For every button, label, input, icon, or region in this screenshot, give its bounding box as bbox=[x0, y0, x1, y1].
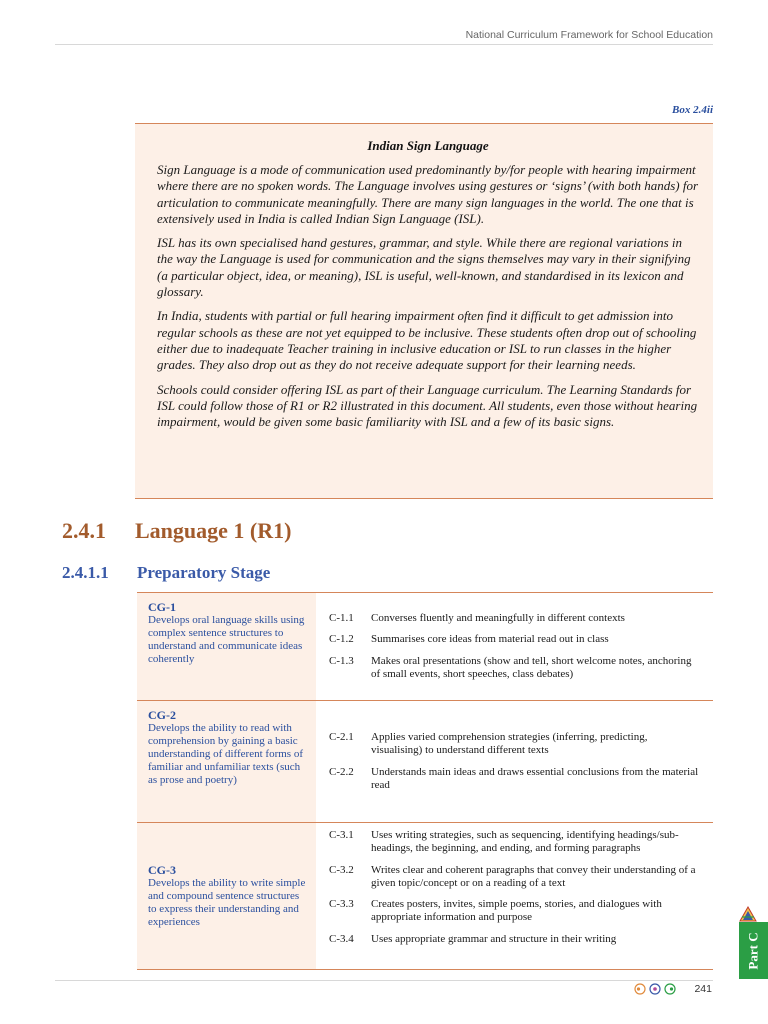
goal-id: CG-2 bbox=[148, 708, 176, 722]
competency-list bbox=[316, 593, 713, 700]
subsection-title: Preparatory Stage bbox=[137, 563, 271, 582]
goal-id: CG-3 bbox=[148, 862, 176, 877]
competency-item bbox=[329, 612, 701, 625]
competency-text: Understands main ideas and draws essential conclusions from the material read bbox=[371, 765, 699, 791]
competency-text: Converses fluently and meaningfully in different contexts bbox=[371, 612, 625, 624]
stage-icon-orange bbox=[634, 983, 646, 995]
subsection-number: 2.4.1.1 bbox=[62, 563, 109, 582]
footer-rule bbox=[55, 980, 713, 981]
goal-cell bbox=[137, 593, 316, 700]
competency-item bbox=[329, 829, 701, 856]
box-paragraph-4: Schools could consider offering ISL as part of their Language curriculum. The Learning Standards for ISL could follow those of R1 or R2 illustrated in this document. All students, even those without hearing impairment, would be given some basic familiarity with ISL and a few of its basic signs. bbox=[157, 381, 698, 430]
box-label: Box 2.4ii bbox=[672, 104, 713, 116]
competency-code: C-1.3 bbox=[329, 654, 354, 667]
competency-list bbox=[316, 701, 713, 822]
goal-cell bbox=[137, 701, 316, 822]
box-paragraph-1: Sign Language is a mode of communication used predominantly by/for people with hearing impairment where there are no spoken words. The Language involves using gestures or ‘signs’ (with both hands) for articulation to communicate meaningfully. There are many sign languages in the world. The one that is extensively used in India is called Indian Sign Language (ISL). bbox=[157, 162, 699, 226]
goal-row-cg2 bbox=[137, 701, 713, 823]
section-number: 2.4.1 bbox=[62, 518, 106, 543]
competency-item bbox=[329, 864, 701, 891]
competency-code: C-2.2 bbox=[329, 765, 354, 778]
competency-code: C-1.2 bbox=[329, 633, 354, 646]
isl-info-box bbox=[135, 123, 713, 499]
competency-text: Uses writing strategies, such as sequencing, identifying headings/sub-headings, the beginning, and ending, and forming paragraphs bbox=[371, 829, 679, 855]
subsection-heading bbox=[62, 563, 270, 583]
competency-text: Summarises core ideas from material read out in class bbox=[371, 633, 609, 646]
part-tab bbox=[739, 922, 768, 979]
running-header: National Curriculum Framework for School Education bbox=[465, 29, 713, 41]
goal-cell bbox=[137, 823, 316, 969]
competency-item bbox=[329, 731, 701, 758]
competency-text: Writes clear and coherent paragraphs that convey their understanding of a given topic/concept or on a reading of a text bbox=[371, 863, 696, 889]
competency-item bbox=[329, 898, 701, 925]
competency-code: C-3.3 bbox=[329, 898, 354, 911]
competency-code: C-3.4 bbox=[329, 932, 354, 945]
section-title: Language 1 (R1) bbox=[135, 518, 292, 543]
section-heading bbox=[62, 518, 291, 544]
competency-item bbox=[329, 633, 701, 646]
competency-item bbox=[329, 766, 701, 793]
competency-list bbox=[316, 823, 713, 969]
goal-row-cg1 bbox=[137, 593, 713, 701]
footer-stage-icons bbox=[634, 983, 676, 995]
competency-code: C-3.2 bbox=[329, 863, 354, 876]
stage-icon-green bbox=[664, 983, 676, 995]
goal-id: CG-1 bbox=[148, 600, 176, 614]
competency-item bbox=[329, 933, 701, 946]
box-paragraph-2: ISL has its own specialised hand gestures, grammar, and style. While there are regional variations in the way the Language is used for communication and the signs themselves may vary in their signifying (a particular object, idea, or meaning), ISL is useful, well-known, and standardised in its lexicon and glossary. bbox=[157, 235, 691, 300]
competency-item bbox=[329, 655, 701, 682]
competency-text: Applies varied comprehension strategies (inferring, predicting, visualising) to understand different texts bbox=[371, 731, 648, 757]
goal-row-cg3 bbox=[137, 823, 713, 970]
box-paragraph-3: In India, students with partial or full hearing impairment often find it difficult to get admission into regular schools as these are not yet equipped to be inclusive. These students often drop out of schooling either due to inadequate Teacher training in inclusive education or ISL to run classes in the higher grades. They also drop out as they do not receive adequate support for their learning needs. bbox=[157, 308, 697, 373]
competency-code: C-3.1 bbox=[329, 829, 354, 841]
competency-code: C-1.1 bbox=[329, 612, 354, 624]
competency-text: Uses appropriate grammar and structure in their writing bbox=[371, 932, 617, 945]
curricular-goals-table bbox=[137, 592, 713, 970]
competency-text: Makes oral presentations (show and tell, short welcome notes, anchoring of small events, short speeches, class debates) bbox=[371, 654, 692, 680]
goal-description: Develops oral language skills using complex sentence structures to understand and communicate ideas coherently bbox=[148, 614, 305, 666]
part-tab-label: Part C bbox=[745, 931, 761, 970]
page-number: 241 bbox=[694, 983, 712, 995]
box-title: Indian Sign Language bbox=[367, 138, 489, 153]
goal-description: Develops the ability to read with comprehension by gaining a basic understanding of different forms of familiar and unfamiliar texts (such as prose and poetry) bbox=[148, 722, 303, 787]
goal-description: Develops the ability to write simple and compound sentence structures to express their understanding and experiences bbox=[148, 876, 306, 929]
header-rule bbox=[55, 44, 713, 45]
competency-code: C-2.1 bbox=[329, 731, 354, 743]
competency-text: Creates posters, invites, simple poems, stories, and dialogues with appropriate information and purpose bbox=[371, 898, 662, 924]
stage-icon-blue bbox=[649, 983, 661, 995]
